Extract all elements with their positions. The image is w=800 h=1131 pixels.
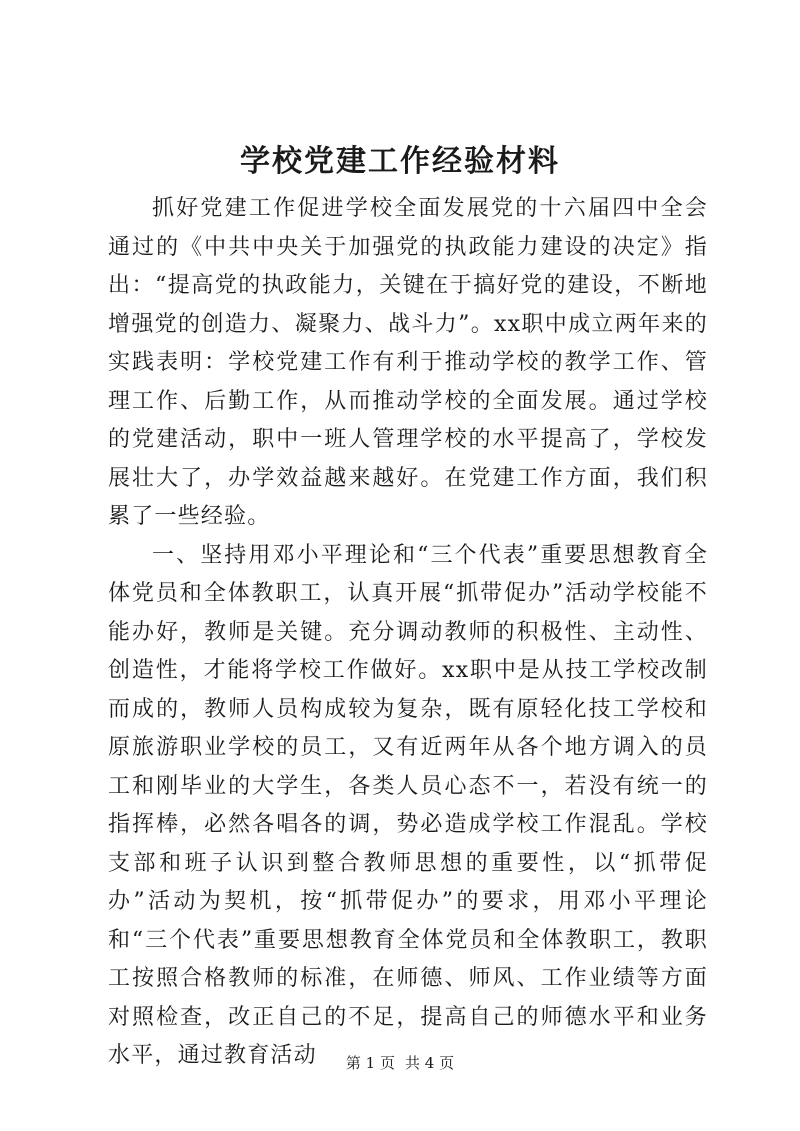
- document-title: 学校党建工作经验材料: [240, 144, 560, 179]
- paragraph-section-one: 一、坚持用邓小平理论和“三个代表”重要思想教育全体党员和全体教职工，认真开展“抓带促办”活动学校能不能办好，教师是关键。充分调动教师的积极性、主动性、创造性，才能将学校工作做好。xx职中是从技工学校改制而成的，教师人员构成较为复杂，既有原轻化技工学校和原旅游职业学校的员工，又有近两年从各个地方调入的员工和刚毕业的大学生，各类人员心态不一，若没有统一的指挥棒，必然各唱各的调，势必造成学校工作混乱。学校支部和班子认识到整合教师思想的重要性，以“抓带促办”活动为契机，按“抓带促办”的要求，用邓小平理论和“三个代表”重要思想教育全体党员和全体教职工，教职工按照合格教师的标准，在师德、师风、工作业绩等方面对照检查，改正自己的不足，提高自己的师德水平和业务水平，通过教育活动: [108, 542, 708, 1068]
- document-body: [108, 190, 708, 1076]
- page-total: 共 4 页: [405, 1054, 455, 1072]
- page-number: 第 1 页: [345, 1054, 395, 1072]
- page-footer: [0, 1053, 800, 1073]
- paragraph-intro: 抓好党建工作促进学校全面发展党的十六届四中全会通过的《中共中央关于加强党的执政能力建设的决定》指出：“提高党的执政能力，关键在于搞好党的建设，不断地增强党的创造力、凝聚力、战斗力”。xx职中成立两年来的实践表明：学校党建工作有利于推动学校的教学工作、管理工作、后勤工作，从而推动学校的全面发展。通过学校的党建活动，职中一班人管理学校的水平提高了，学校发展壮大了，办学效益越来越好。在党建工作方面，我们积累了一些经验。: [108, 196, 708, 529]
